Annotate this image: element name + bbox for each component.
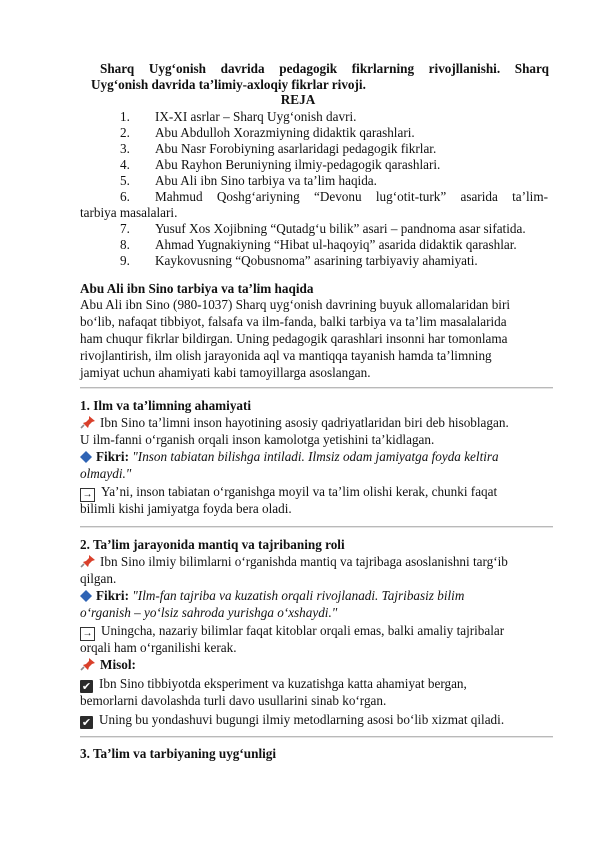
pushpin-icon <box>80 554 96 572</box>
plan-item-continuation: tarbiya masalalari. <box>80 205 178 220</box>
section-title: 2. Ta’lim jarayonida mantiq va tajribaning roli <box>80 537 345 552</box>
document-heading-line2: Uyg‘onish davrida ta’limiy-axloqiy fikrlar rivoji. <box>91 77 366 92</box>
section-title: 1. Ilm va ta’limning ahamiyati <box>80 398 252 413</box>
example-label-line: Misol: <box>80 657 136 675</box>
bullet-line: Ibn Sino ta’limni inson hayotining asosiy qadriyatlaridan biri deb hisoblagan. <box>80 415 509 433</box>
document-page: Sharq Uyg‘onish davrida pedagogik fikrlarning rivojllanishi. Sharq Uyg‘onish davrida ta’limiy-axloqiy fikrlar rivoji. REJA 1. IX-XI asrlar – Sharq Uyg‘onish davri. 2. Abu Abdulloh Xorazmiyning didaktik qarashlari. 3. Abu Nasr Forobiyning asarlaridagi pedagogik fikrlar. 4. Abu Rayhon Beruniyning ilmiy-pedagogik qarashlari. 5. Abu Ali ibn Sino tarbiya va ta’lim haqida. 6. Mahmud Qoshg‘ariyning “Devonu lug‘otit-turk” asarida ta’lim- tarbiya masalalari. 7. Yusuf Xos Xojibning “Qutadg‘u bilik” asari – pandnoma asar sifatida. 8. Ahmad Yugnakiyning “Hibat ul-haqoyiq” asarida didaktik qarashlar. 9. Kaykovusning “Qobusnoma” asarining tarbiyaviy ahamiyati. Abu Ali ibn Sino tarbiya va ta’lim haqida Abu Ali ibn Sino (980-1037) Sharq uyg‘onish davrining buyuk allomalaridan biri bo‘lib, nafaqat tibbiyot, falsafa va ilm-fanda, balki tarbiya va ta’lim masalalarida ham chuqur fikrlar bildirgan. Uning pedagogik qarashlari insonni har tomonlama rivojlantirish, ilm olish jarayonida aql va mantiqqa tayanish hamda ta’limning jamiyat uchun ahamiyati kabi tamoyillarga asoslangan. 1. Ilm va ta’limning ahamiyati Ibn Sino ta’limni inson hayotining asosiy qadriyatlaridan biri deb hisoblagan. U ilm-fanni o‘rganish orqali inson kamolotga yetishini ta’kidlagan. Fikri: "Inson tabiatan bilishga intiladi. Ilmsiz odam jamiyatga foyda keltira olmaydi." → Ya’ni, inson tabiatan o‘rganishga moyil va ta’lim olishi kerak, chunki faqat bilimli kishi jamiyatga foyda bera oladi. 2. Ta’lim jarayonida mantiq va tajribaning roli Ibn Sino ilmiy bilimlarni o‘rganishda mantiq va tajribaga asoslanishni targ‘ib qilgan. Fikri: "Ilm-fan tajriba va kuzatish orqali rivojlanadi. Tajribasiz bilim o‘rganish – yo‘lsiz sahroda yurishga o‘xshaydi." → Uningcha, nazariy bilimlar faqat kitoblar orqali emas, balki amaliy tajribalar orqali ham o‘rganilishi kerak. Misol: ✔ Ibn Sino tibbiyotda eksperiment va kuzatishga katta ahamiyat bergan, bemorlarni davolashda turli davo usullarini sinab ko‘rgan. ✔ Uning bu yondashuvi bugungi ilmiy metodlarning asosi bo‘lib xizmat qiladi. 3. Ta’lim va tarbiyaning uyg‘unligi <box>0 0 596 842</box>
document-heading-line1 <box>100 61 549 77</box>
arrow-line: → Ya’ni, inson tabiatan o‘rganishga moyil va ta’lim olishi kerak, chunki faqat <box>80 484 497 502</box>
pushpin-icon <box>80 657 96 675</box>
heading-word: fikrlarning <box>351 61 415 76</box>
intro-title: Abu Ali ibn Sino tarbiya va ta’lim haqida <box>80 281 314 296</box>
heading-word: Uyg‘onish <box>148 61 207 76</box>
quote-line: olmaydi." <box>80 466 132 481</box>
heading-word: davrida <box>220 61 265 76</box>
quote-line: Fikri: "Ilm-fan tajriba va kuzatish orqali rivojlanadi. Tajribasiz bilim <box>80 588 464 606</box>
checkmark-icon: ✔ <box>81 716 92 729</box>
arrow-line: → Uningcha, nazariy bilimlar faqat kitoblar orqali emas, balki amaliy tajribalar <box>80 623 504 641</box>
heading-word: Sharq <box>514 61 549 76</box>
diamond-icon <box>80 590 92 606</box>
text-line: bilimli kishi jamiyatga foyda bera oladi. <box>80 501 292 516</box>
section-divider <box>80 526 553 528</box>
heading-word: rivojllanishi. <box>428 61 501 76</box>
check-line: ✔ Ibn Sino tibbiyotda eksperiment va kuzatishga katta ahamiyat bergan, <box>81 676 467 693</box>
pushpin-icon <box>80 415 96 433</box>
text-line: bemorlarni davolashda turli davo usullarini sinab ko‘rgan. <box>80 693 387 708</box>
quote-line: o‘rganish – yo‘lsiz sahroda yurishga o‘xshaydi." <box>80 605 338 620</box>
plan-title: REJA <box>280 92 316 107</box>
diamond-icon <box>80 451 92 467</box>
heading-word: pedagogik <box>279 61 338 76</box>
right-arrow-icon: → <box>80 488 95 502</box>
text-line: qilgan. <box>80 571 117 586</box>
heading-word: Sharq <box>100 61 135 76</box>
section-title: 3. Ta’lim va tarbiyaning uyg‘unligi <box>80 746 277 761</box>
section-divider <box>80 387 553 389</box>
text-line: orqali ham o‘rganilishi kerak. <box>80 640 237 655</box>
section-divider <box>80 736 553 738</box>
quote-line: Fikri: "Inson tabiatan bilishga intiladi. Ilmsiz odam jamiyatga foyda keltira <box>80 449 499 467</box>
checkmark-icon: ✔ <box>81 680 92 693</box>
right-arrow-icon: → <box>80 627 95 641</box>
check-line: ✔ Uning bu yondashuvi bugungi ilmiy metodlarning asosi bo‘lib xizmat qiladi. <box>81 712 505 729</box>
text-line: U ilm-fanni o‘rganish orqali inson kamolotga yetishini ta’kidlagan. <box>80 432 435 447</box>
bullet-line: Ibn Sino ilmiy bilimlarni o‘rganishda mantiq va tajribaga asoslanishni targ‘ib <box>80 554 508 572</box>
intro-paragraph: Abu Ali ibn Sino (980-1037) Sharq uyg‘onish davrining buyuk allomalaridan biri bo‘lib, nafaqat tibbiyot, falsafa va ilm-fanda, balki tarbiya va ta’lim masalalarida ham chuqur fikrlar bildirgan. Uning pedagogik qarashlari insonni har tomonlama rivojlantirish, ilm olish jarayonida aql va mantiqqa tayanish hamda ta’limning jamiyat uchun ahamiyati kabi tamoyillarga asoslangan. <box>80 297 511 380</box>
